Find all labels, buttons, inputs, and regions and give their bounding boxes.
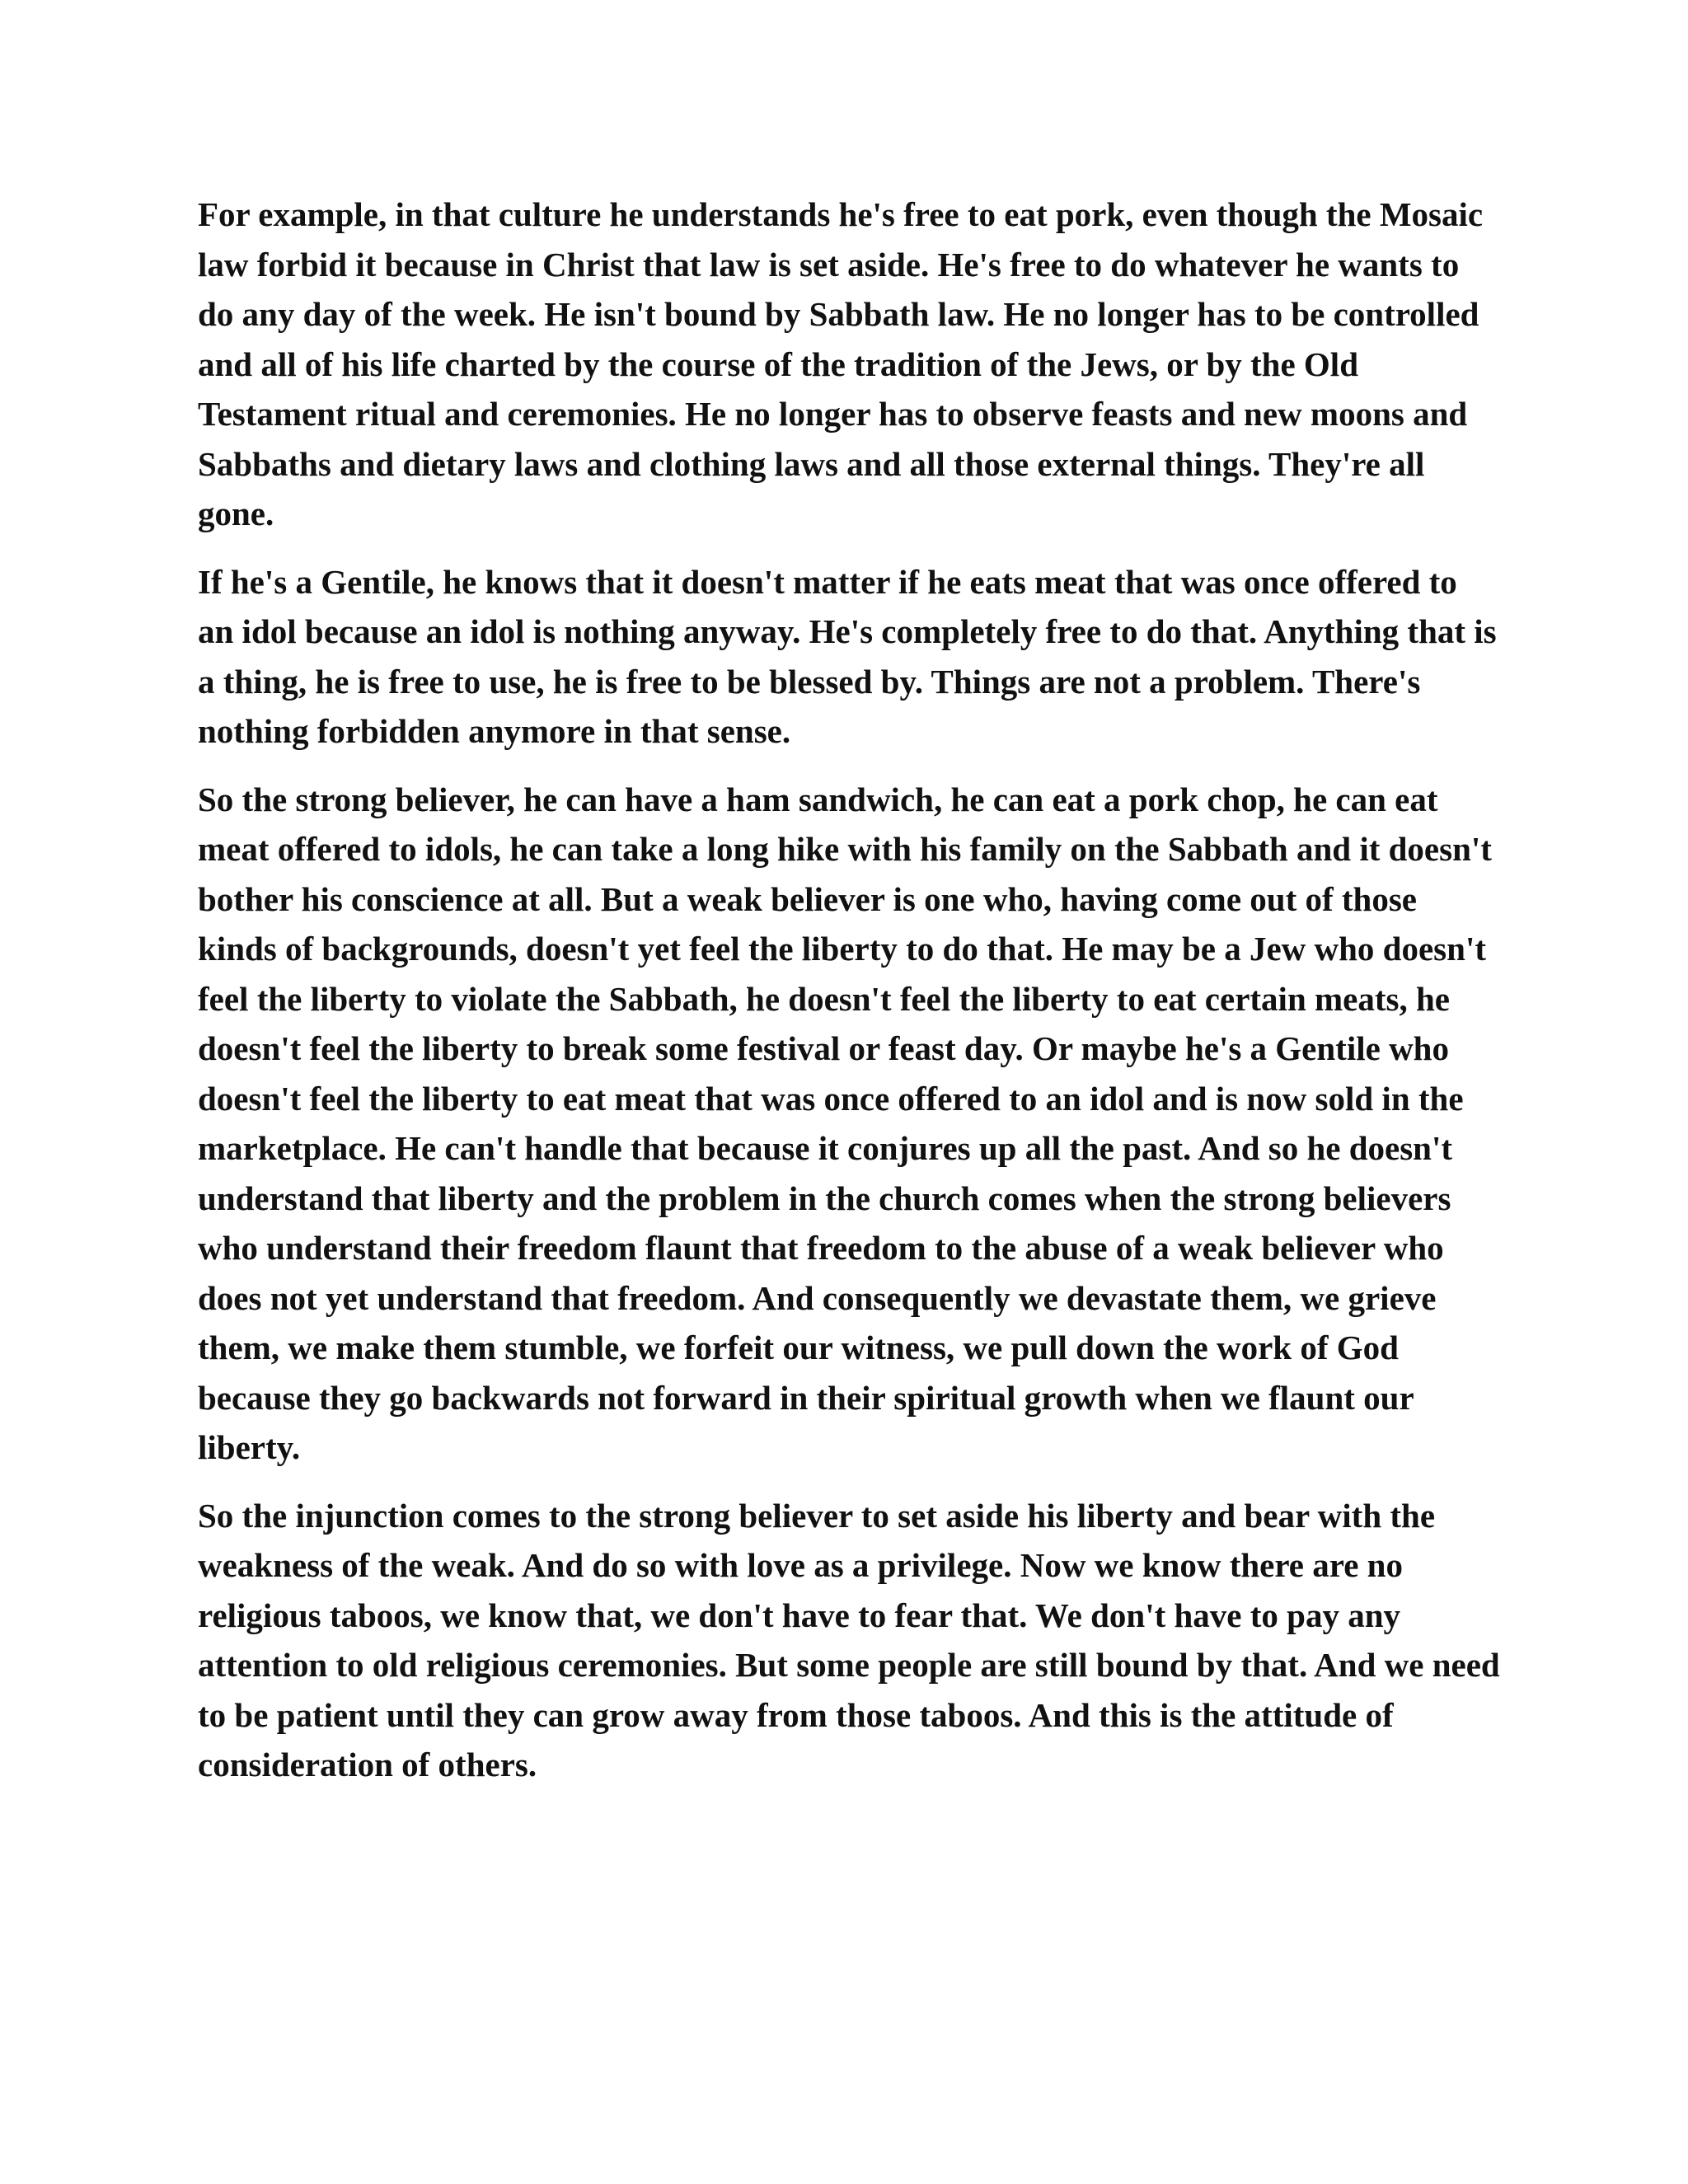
- document-page: [198, 190, 1500, 1790]
- paragraph-4: So the injunction comes to the strong believer to set aside his liberty and bear with the weakness of the weak. And do so with love as a privilege. Now we know there are no religious taboos, we know that, we don't have to fear that. We don't have to pay any attention to old religious ceremonies. But some people are still bound by that. And we need to be patient until they can grow away from those taboos. And this is the attitude of consideration of others.: [198, 1496, 1500, 1783]
- paragraph-3: So the strong believer, he can have a ham sandwich, he can eat a pork chop, he can eat meat offered to idols, he can take a long hike with his family on the Sabbath and it doesn't bother his conscience at all. But a weak believer is one who, having come out of those kinds of backgrounds, doesn't yet feel the liberty to do that. He may be a Jew who doesn't feel the liberty to violate the Sabbath, he doesn't feel the liberty to eat certain meats, he doesn't feel the liberty to break some festival or feast day. Or maybe he's a Gentile who doesn't feel the liberty to eat meat that was once offered to an idol and is now sold in the marketplace. He can't handle that because it conjures up all the past. And so he doesn't understand that liberty and the problem in the church comes when the strong believers who understand their freedom flaunt that freedom to the abuse of a weak believer who does not yet understand that freedom. And consequently we devastate them, we grieve them, we make them stumble, we forfeit our witness, we pull down the work of God because they go backwards not forward in their spiritual growth when we flaunt our liberty.: [198, 780, 1492, 1466]
- paragraph-2: If he's a Gentile, he knows that it doesn't matter if he eats meat that was once offered to an idol because an idol is nothing anyway. He's completely free to do that. Anything that is a thing, he is free to use, he is free to be blessed by. Things are not a problem. There's nothing forbidden anymore in that sense.: [198, 562, 1497, 750]
- paragraph-1: For example, in that culture he understands he's free to eat pork, even though the Mosaic law forbid it because in Christ that law is set aside. He's free to do whatever he wants to do any day of the week. He isn't bound by Sabbath law. He no longer has to be controlled and all of his life charted by the course of the tradition of the Jews, or by the Old Testament ritual and ceremonies. He no longer has to observe feasts and new moons and Sabbaths and dietary laws and clothing laws and all those external things. They're all gone.: [198, 195, 1484, 532]
